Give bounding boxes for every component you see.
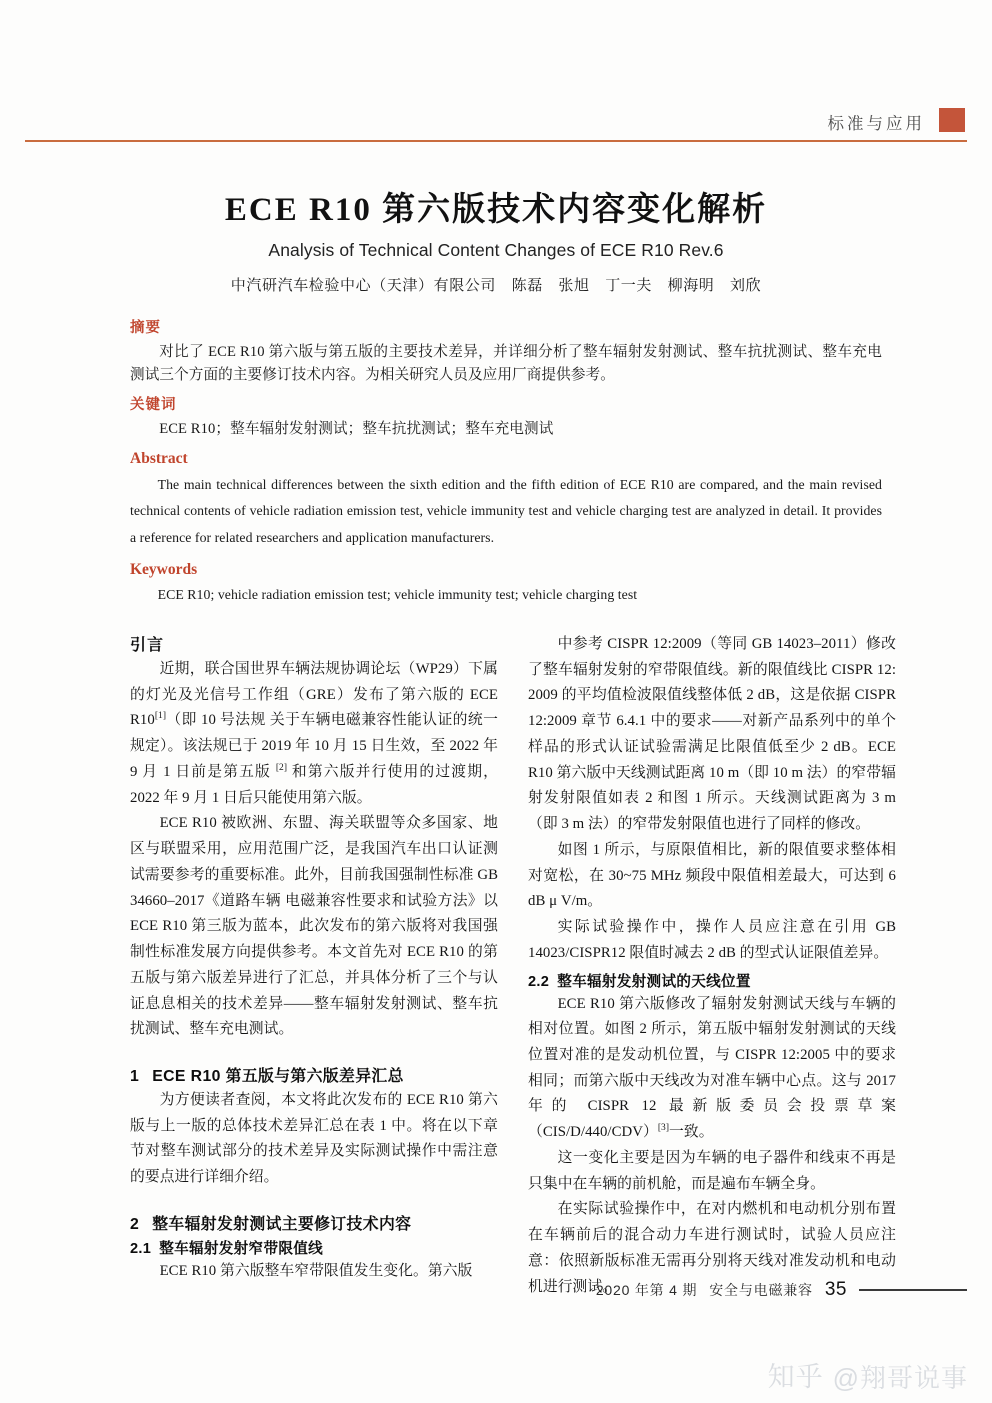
paragraph-2-2-1-part-b: 一致。 bbox=[669, 1124, 714, 1141]
paragraph-intro-1-part-a: 近期，联合国世界车辆法规协调论坛（WP29）下属的灯光及光信号工作组（GRE）发布了第六版的 ECE R10 bbox=[130, 661, 498, 729]
paragraph-intro-1-part-c: 和第六版并行使用的过渡期，2022 年 9 月 1 日后只能使用第六版。 bbox=[130, 763, 498, 806]
abstract-block bbox=[130, 318, 882, 615]
section-1-title: ECE R10 第五版与第六版差异汇总 bbox=[152, 1068, 404, 1086]
footer-divider bbox=[859, 1289, 967, 1291]
paragraph-intro-2: ECE R10 被欧洲、东盟、海关联盟等众多国家、地区与联盟采用，应用范围广泛，是我国汽车出口认证测试需要参考的重要标准。此外，目前我国强制性标准 GB 34660–2017《道路车辆 电磁兼容性要求和试验方法》以 ECE R10 第三版为蓝本，此次发布的第六版将对我国强制性标准发展方向提供参考。本文首先对 ECE R10 的第五版与第六版差异进行了汇总，并具体分析了三个与认证息息相关的技术差异——整车辐射发射测试、整车抗扰测试、整车充电测试。 bbox=[130, 815, 498, 1038]
keywords-heading-cn: 关键词 bbox=[130, 397, 177, 414]
abstract-text-en: The main technical differences between the sixth edition and the fifth edition of ECE R10 are compared, and the main revised technical contents of vehicle radiation emission test, vehicle immunity test and vehicle charging test are analyzed in detail. It provides a reference for related researchers and application manufacturers. bbox=[130, 476, 882, 545]
paragraph-2-2-1-part-a: ECE R10 第六版修改了辐射发射测试天线与车辆的相对位置。如图 2 所示，第五版中辐射发射测试的天线位置对准的是发动机位置，与 CISPR 12:2005 中的要求相同；而第六版中天线改为对准车辆中心点。这与 2017 年的 CISPR 12 最新版委员会投票草案（CIS/D/440/CDV） bbox=[528, 995, 896, 1141]
paragraph-right-3: 实际试验操作中，操作人员应注意在引用 GB 14023/CISPR12 限值时减去 2 dB 的型式认证限值差异。 bbox=[528, 919, 896, 961]
right-column bbox=[528, 632, 896, 1300]
keywords-text-en: ECE R10; vehicle radiation emission test; vehicle immunity test; vehicle charging test bbox=[157, 587, 638, 603]
citation-marker-1: [1] bbox=[154, 711, 167, 722]
header-divider bbox=[25, 140, 967, 143]
section-1-number: 1 bbox=[130, 1068, 140, 1086]
heading-section-2 bbox=[130, 1211, 498, 1234]
citation-marker-3: [3] bbox=[657, 1123, 670, 1134]
paragraph-section-1: 为方便读者查阅，本文将此次发布的 ECE R10 第六版与上一版的总体技术差异汇总在表 1 中。将在以下章节对整车测试部分的技术差异及实际测试操作中需注意的要点进行详细介绍。 bbox=[130, 1092, 498, 1186]
paragraph-section-2-2-2: 这一变化主要是因为车辆的电子器件和线束不再是只集中在车辆的前机舱，而是遍布车辆全身。 bbox=[528, 1149, 896, 1192]
author-affiliation-line: 中汽研汽车检验中心（天津）有限公司 陈磊 张旭 丁一夫 柳海明 刘欣 bbox=[230, 278, 762, 295]
section-2-1-number: 2.1 bbox=[130, 1240, 152, 1257]
left-column bbox=[130, 632, 498, 1300]
citation-marker-2: [2] bbox=[275, 763, 288, 774]
footer-page-number: 35 bbox=[824, 1279, 847, 1300]
title-block bbox=[60, 190, 932, 295]
paragraph-right-1: 中参考 CISPR 12:2009（等同 GB 14023–2011）修改了整车辐射发射的窄带限值线。新的限值线比 CISPR 12: 2009 的平均值检波限值线整体低 2 dB，这是依据 CISPR 12:2009 章节 6.4.1 中的要求——对新产品系列中的单个样品的形式认证试验需满足比限值低至少 2 dB。ECE R10 第六版中天线测试距离 10 m（即 10 m 法）的窄带辐射发射限值如表 2 和图 1 所示。天线测试距离为 3 m（即 3 m 法）的窄带发射限值也进行了同样的修改。 bbox=[528, 636, 896, 833]
keywords-text-cn: ECE R10；整车辐射发射测试；整车抗扰测试；整车充电测试 bbox=[159, 420, 554, 437]
abstract-text-cn: 对比了 ECE R10 第六版与第五版的主要技术差异，并详细分析了整车辐射发射测试、整车抗扰测试、整车充电测试三个方面的主要修订技术内容。为相关研究人员及应用厂商提供参考。 bbox=[130, 343, 882, 384]
section-2-number: 2 bbox=[130, 1215, 140, 1233]
section-2-1-title: 整车辐射发射窄带限值线 bbox=[159, 1240, 324, 1257]
page-subtitle-english: Analysis of Technical Content Changes of ECE R10 Rev.6 bbox=[268, 240, 724, 261]
page-title: ECE R10 第六版技术内容变化解析 bbox=[224, 192, 768, 228]
abstract-heading-cn: 摘要 bbox=[130, 320, 161, 336]
paragraph-intro-1 bbox=[130, 657, 498, 811]
heading-section-1 bbox=[130, 1063, 498, 1086]
accent-square-icon bbox=[939, 108, 965, 132]
paragraph-section-2-2-3: 在实际试验操作中，在对内燃机和电动机分别布置在车辆前后的混合动力车进行测试时，试验人员应注意：依照新版标准无需再分别将天线对准发动机和电动机进行测试。 bbox=[528, 1201, 896, 1295]
paragraph-right-2: 如图 1 所示，与原限值相比，新的限值要求整体相对宽松，在 30~75 MHz 频段中限值相差最大，可达到 6 dB μ V/m。 bbox=[528, 841, 896, 910]
watermark-handle: @翔哥说事 bbox=[832, 1362, 968, 1393]
paragraph-section-2-1: ECE R10 第六版整车窄带限值发生变化。第六版 bbox=[159, 1262, 473, 1279]
keywords-heading-en: Keywords bbox=[130, 561, 198, 579]
section-2-2-title: 整车辐射发射测试的天线位置 bbox=[557, 973, 751, 990]
heading-section-2-2 bbox=[528, 970, 896, 991]
paragraph-intro-1-part-b: （即 10 号法规 关于车辆电磁兼容性能认证的统一规定）。该法规已于 2019 年 10 月 15 日生效，至 2022 年 9 月 1 日前是第五版 bbox=[130, 712, 498, 780]
paragraph-section-2-2-1 bbox=[528, 992, 896, 1146]
section-2-2-number: 2.2 bbox=[528, 973, 550, 990]
watermark bbox=[768, 1364, 968, 1391]
body-columns bbox=[130, 632, 896, 1300]
zhihu-logo-icon: 知乎 bbox=[767, 1362, 824, 1392]
footer-journal-name: 安全与电磁兼容 bbox=[709, 1282, 813, 1298]
heading-section-2-1 bbox=[130, 1237, 498, 1258]
section-2-title: 整车辐射发射测试主要修订技术内容 bbox=[152, 1215, 412, 1233]
footer-issue: 2020 年第 4 期 bbox=[595, 1282, 698, 1298]
running-head-label: 标准与应用 bbox=[827, 114, 925, 133]
page-footer bbox=[596, 1279, 967, 1301]
heading-introduction: 引言 bbox=[130, 637, 165, 654]
running-head bbox=[25, 100, 967, 146]
abstract-heading-en: Abstract bbox=[130, 450, 188, 468]
